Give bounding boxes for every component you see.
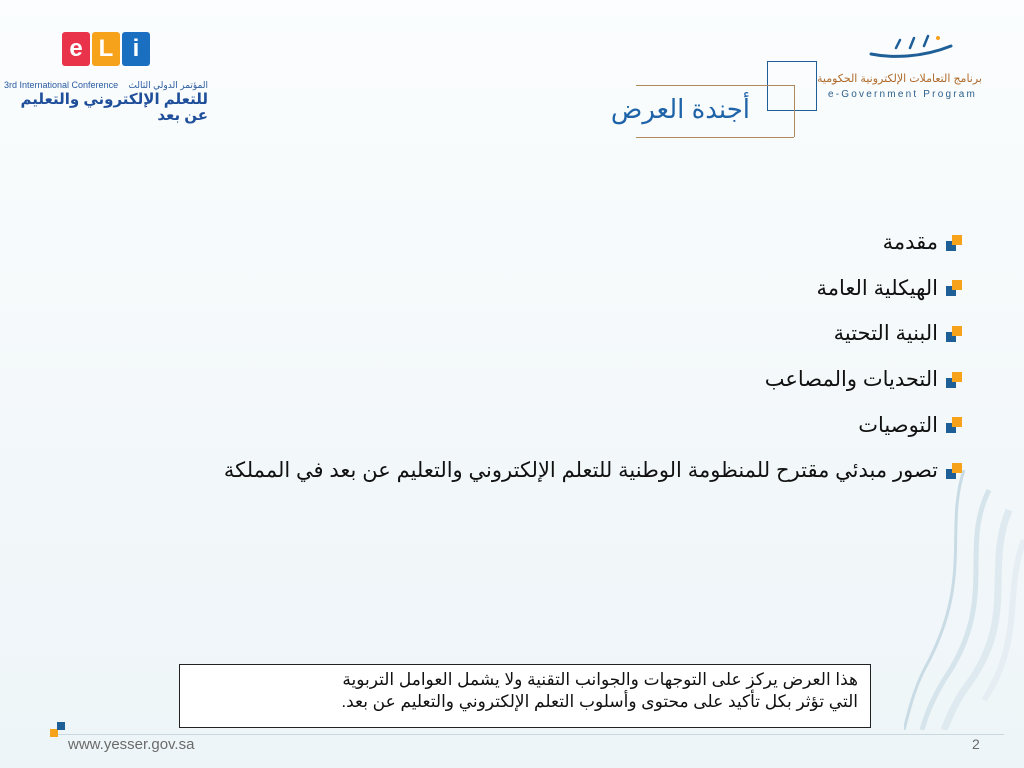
eli-subtitle-ar: للتعلم الإلكتروني والتعليم عن بعد <box>20 91 208 124</box>
agenda-item-label: مقدمة <box>882 231 938 255</box>
square-bullet-icon <box>946 326 964 342</box>
square-bullet-icon <box>946 280 964 296</box>
square-bullet-icon <box>946 463 964 479</box>
decorative-swirl-graphic <box>904 470 1024 730</box>
agenda-item-label: الهيكلية العامة <box>816 276 938 300</box>
note-box <box>179 664 871 728</box>
agenda-item <box>64 220 964 266</box>
square-bullet-icon <box>946 417 964 433</box>
footer-url: www.yesser.gov.sa <box>68 736 195 753</box>
eli-letter-e: e <box>62 32 90 66</box>
page-number: 2 <box>972 736 980 752</box>
note-line: هذا العرض يركز على التوجهات والجوانب التقنية ولا يشمل العوامل التربوية <box>342 670 858 689</box>
agenda-item-label: تصور مبدئي مقترح للمنظومة الوطنية للتعلم الإلكتروني والتعليم عن بعد في المملكة <box>223 459 938 483</box>
eli-conference-line <box>4 80 208 91</box>
agenda-item-label: البنية التحتية <box>833 322 938 346</box>
title-frame-right-line <box>794 85 795 137</box>
yesser-calligraphy-icon <box>866 32 956 62</box>
footer-divider <box>50 734 1004 735</box>
agenda-item <box>64 266 964 312</box>
eli-conference-en: 3rd International Conference <box>4 80 119 90</box>
square-bullet-icon <box>946 235 964 251</box>
eli-letter-l: L <box>92 32 120 66</box>
yesser-name-en: e-Government Program <box>828 89 978 100</box>
eli-conference-ar: المؤتمر الدولي الثالث <box>128 80 208 90</box>
eli-letter-i: i <box>122 32 150 66</box>
square-bullet-icon <box>946 372 964 388</box>
agenda-item <box>64 311 964 357</box>
yesser-logo <box>816 32 982 104</box>
agenda-item <box>64 357 964 403</box>
note-text <box>190 669 858 713</box>
agenda-item <box>64 402 964 448</box>
eli-letter-blocks <box>62 32 150 66</box>
footer-square-icon <box>50 722 68 740</box>
agenda-list <box>64 220 964 494</box>
agenda-item-label: التوصيات <box>858 413 938 437</box>
yesser-name-ar: برنامج التعاملات الإلكترونية الحكومية <box>816 73 982 85</box>
title-frame-bottom-line <box>636 137 794 138</box>
agenda-item <box>64 448 964 494</box>
slide-title: أجندة العرض <box>610 94 750 124</box>
eli-conference-logo <box>4 32 208 124</box>
title-frame-square <box>767 61 817 111</box>
note-line: التي تؤثر بكل تأكيد على محتوى وأسلوب التعلم الإلكتروني والتعليم عن بعد. <box>341 692 858 711</box>
title-frame-top-line <box>636 85 794 86</box>
agenda-item-label: التحديات والمصاعب <box>764 368 938 392</box>
